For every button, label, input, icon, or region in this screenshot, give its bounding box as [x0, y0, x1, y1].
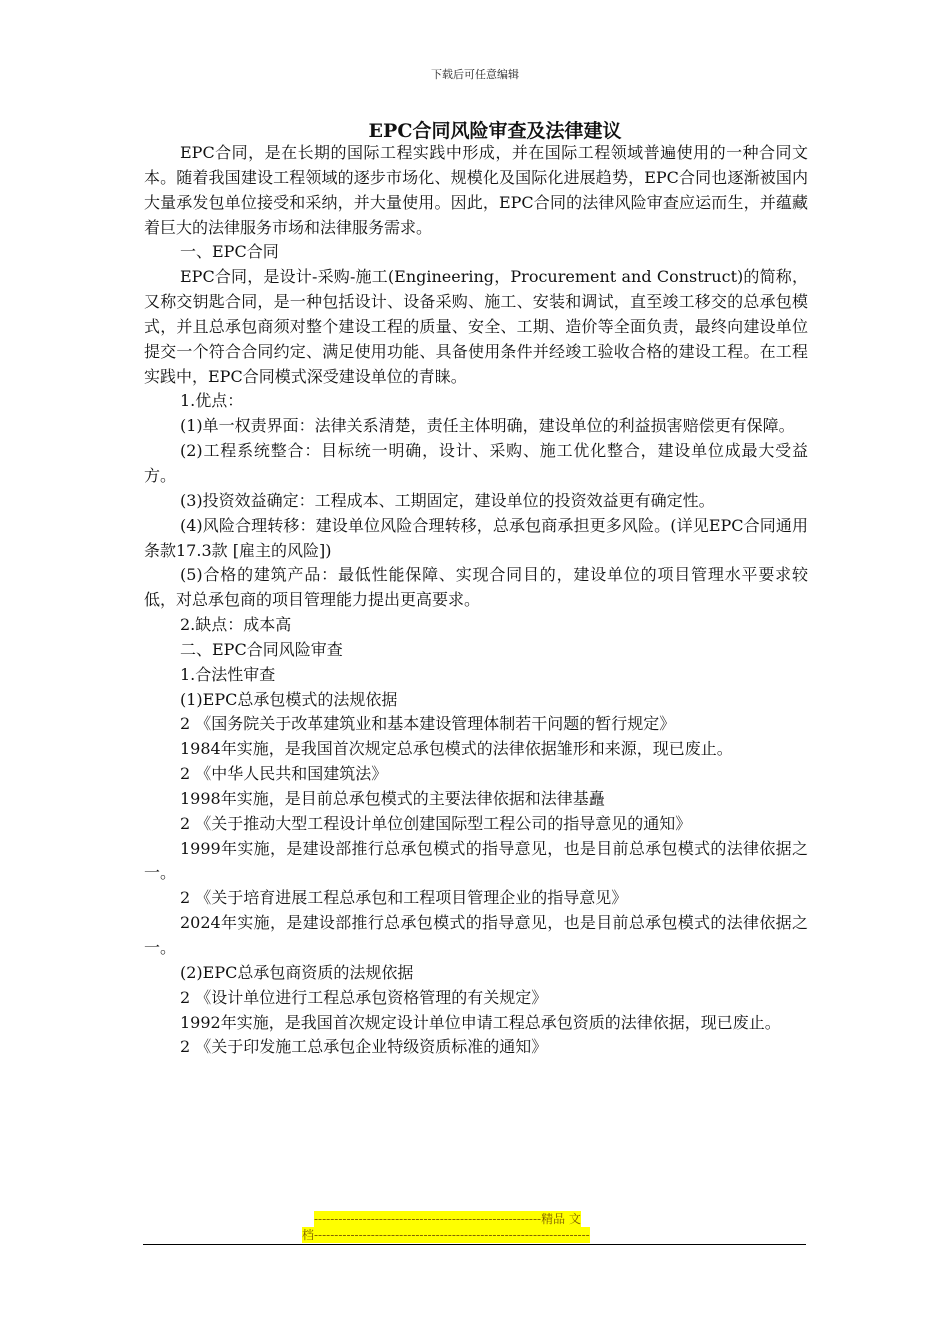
list-item: (3)投资效益确定：工程成本、工期固定，建设单位的投资效益更有确定性。: [180, 490, 715, 510]
regulation-title: 2 《国务院关于改革建筑业和基本建设管理体制若干问题的暂行规定》: [180, 714, 676, 734]
paragraph: 1992年实施，是我国首次规定设计单位申请工程总承包资质的法律依据，现已废止。: [180, 1012, 781, 1032]
paragraph: EPC合同，是设计-采购-施工(Engineering，Procurement and Construct)的简称，又称交钥匙合同，是一种包括设计、设备采购、施工、安装和调试，直至竣工移交的总承包模式，并且总承包商须对整个建设工程的质量、安全、工期、造价等全面负责，最终向建设单位提交一个符合合同约定、满足使用功能、具备使用条件并经竣工验收合格的建设工程。在工程实践中，EPC合同模式深受建设单位的青睐。: [144, 267, 808, 386]
list-item: (4)风险合理转移：建设单位风险合理转移，总承包商承担更多风险。(详见EPC合同通用条款17.3款 [雇主的风险]): [144, 515, 808, 560]
document-body: [144, 141, 808, 1060]
list-item: (1)单一权责界面：法律关系清楚，责任主体明确，建设单位的利益损害赔偿更有保障。: [180, 416, 795, 436]
paragraph: 1998年实施，是目前总承包模式的主要法律依据和法律基矗: [180, 788, 605, 808]
regulation-title: 2 《设计单位进行工程总承包资格管理的有关规定》: [180, 987, 548, 1007]
section-heading: 二、EPC合同风险审查: [180, 639, 343, 659]
list-item: (5)合格的建筑产品：最低性能保障、实现合同目的，建设单位的项目管理水平要求较低，对总承包商的项目管理能力提出更高要求。: [144, 565, 808, 610]
subheading: 2.缺点：成本高: [180, 615, 292, 635]
paragraph: 2024年实施，是建设部推行总承包模式的指导意见，也是目前总承包模式的法律依据之一。: [144, 913, 808, 957]
footer-watermark: [302, 1211, 650, 1243]
subheading: 1.优点：: [180, 391, 244, 411]
regulation-title: 2 《关于培育进展工程总承包和工程项目管理企业的指导意见》: [180, 888, 628, 908]
list-item: (2)工程系统整合：目标统一明确，设计、采购、施工优化整合，建设单位成最大受益方。: [144, 441, 808, 485]
subheading: (1)EPC总承包模式的法规依据: [180, 689, 398, 709]
document-title: EPC合同风险审查及法律建议: [368, 120, 622, 142]
footer-line-1: --------------------------------------------------------精品 文: [314, 1212, 581, 1226]
paragraph: EPC合同，是在长期的国际工程实践中形成，并在国际工程领域普遍使用的一种合同文本。随着我国建设工程领域的逐步市场化、规模化及国际化进展趋势，EPC合同也逐渐被国内大量承发包单位接受和采纳，并大量使用。因此，EPC合同的法律风险审查应运而生，并蕴藏着巨大的法律服务市场和法律服务需求。: [144, 143, 808, 237]
section-heading: 一、EPC合同: [180, 242, 279, 262]
regulation-title: 2 《关于印发施工总承包企业特级资质标准的通知》: [180, 1037, 548, 1057]
subheading: (2)EPC总承包商资质的法规依据: [180, 962, 414, 982]
paragraph: 1999年实施，是建设部推行总承包模式的指导意见，也是目前总承包模式的法律依据之一。: [144, 838, 808, 883]
paragraph: 1984年实施，是我国首次规定总承包模式的法律依据雏形和来源，现已废止。: [180, 739, 733, 759]
footer-line-2: 档--------------------------------------------------------------------: [302, 1228, 590, 1242]
subheading: 1.合法性审查: [180, 664, 276, 684]
regulation-title: 2 《关于推动大型工程设计单位创建国际型工程公司的指导意见的通知》: [180, 813, 692, 833]
regulation-title: 2 《中华人民共和国建筑法》: [180, 764, 388, 784]
header-note: 下载后可任意编辑: [431, 68, 519, 81]
footer-divider: [143, 1244, 806, 1245]
